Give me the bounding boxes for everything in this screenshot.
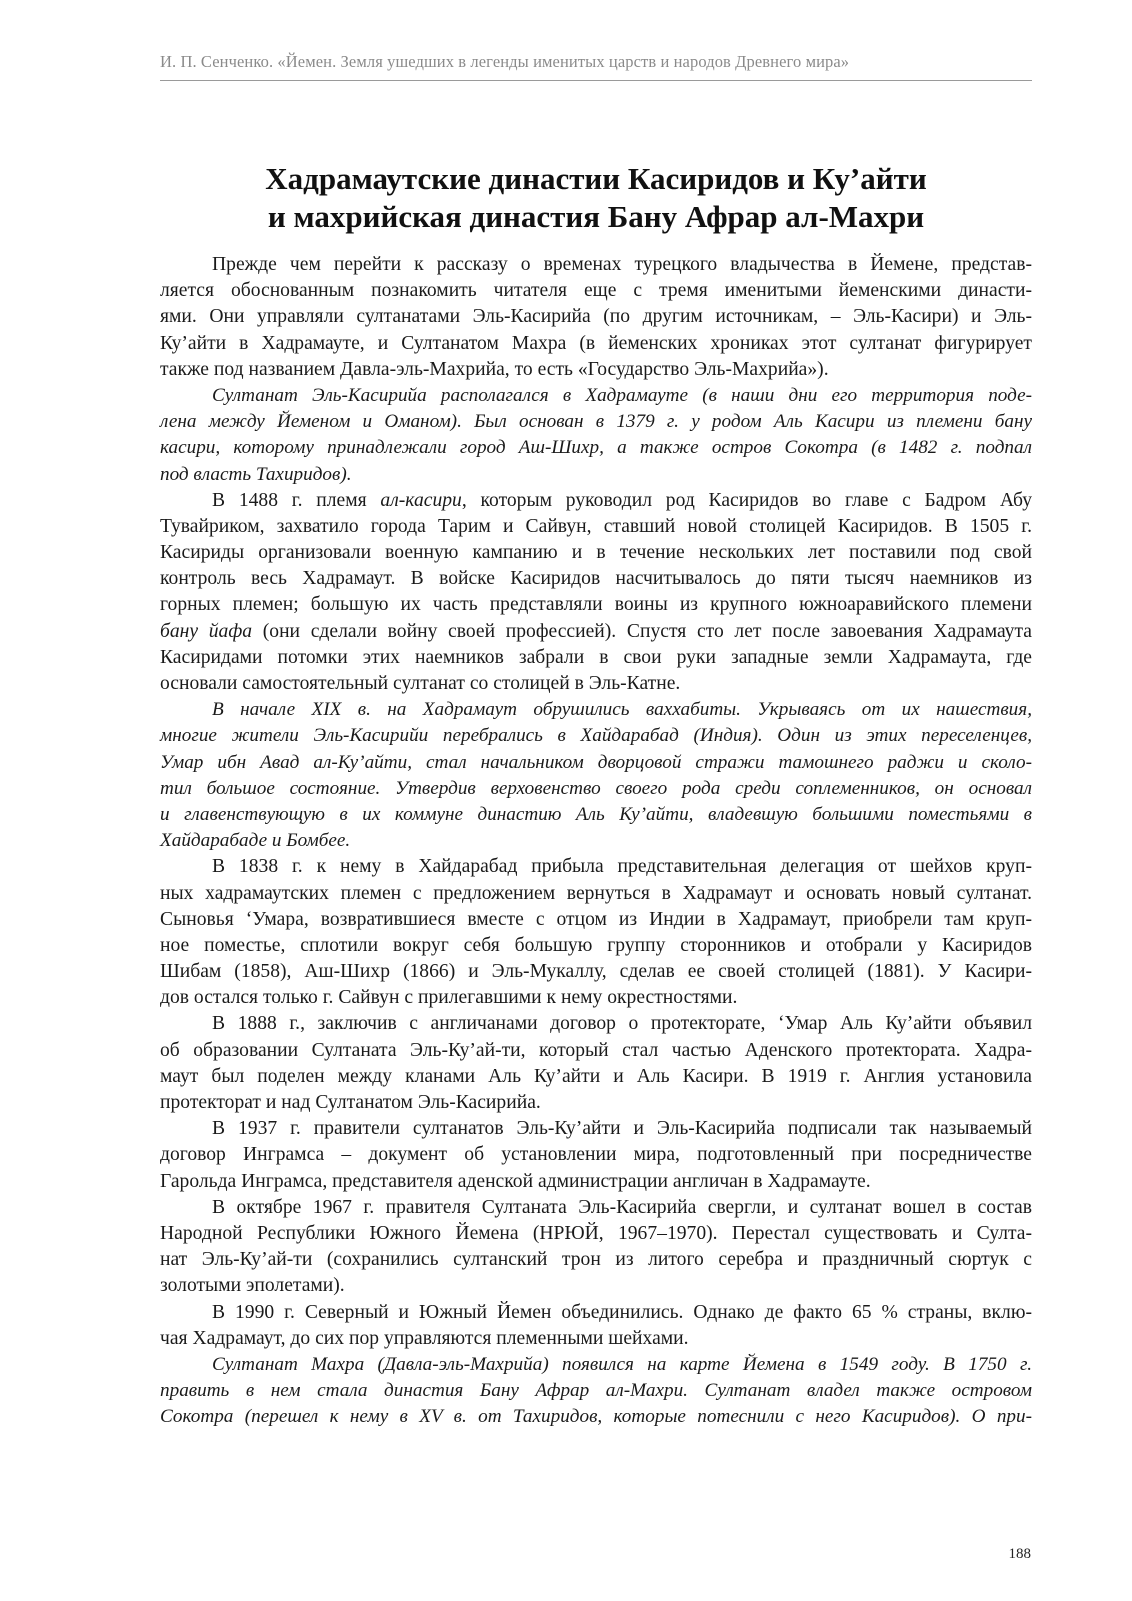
text-line: нат Эль-Ку’ай-ти (сохранились султанский трон из литого серебра и праздничный сюртук с — [160, 1249, 1032, 1271]
italic-term: ал-касири — [380, 489, 462, 511]
text-line: касири, которому принадлежали город Аш-Шихр, а также остров Сокотра (в 1482 г. подпал — [160, 437, 1032, 459]
text-line: золотыми эполетами). — [160, 1275, 345, 1297]
chapter-title — [160, 160, 1032, 236]
body-text — [160, 252, 1032, 1430]
text-line: Султанат Эль-Касирийа располагался в Хадрамауте (в наши дни его территория поде- — [212, 384, 1032, 406]
text-line: дов остался только г. Сайвун с прилегавшими к нему окрестностями. — [160, 987, 738, 1009]
text-line: и главенствующую в их коммуне династию Аль Ку’айти, владевшую большими поместьями в — [160, 803, 1032, 825]
text-line: об образовании Султаната Эль-Ку’ай-ти, который стал частью Аденского протектората. Хадра- — [160, 1039, 1032, 1061]
text-line: В октябре 1967 г. правителя Султаната Эль-Касирийа свергли, и султанат вошел в состав — [212, 1196, 1032, 1218]
text-line: ляется обоснованным познакомить читателя еще с тремя именитыми йеменскими династи- — [160, 280, 1032, 302]
text-line: тил большое состояние. Утвердив верховенство своего рода среди соплеменников, он основал — [160, 777, 1032, 799]
text-line: Касиридами потомки этих наемников забрали в свои руки западные земли Хадрамаута, где — [160, 646, 1032, 668]
text-line: Сыновья ‘Умара, возвратившиеся вместе с отцом из Индии в Хадрамаут, приобрели там круп- — [160, 908, 1032, 930]
text-line: Султанат Махра (Давла-эль-Махрийа) появился на карте Йемена в 1549 году. В 1750 г. — [212, 1353, 1032, 1375]
text-line: В 1937 г. правители султанатов Эль-Ку’айти и Эль-Касирийа подписали так называемый — [212, 1118, 1032, 1140]
text-line: контроль весь Хадрамаут. В войске Касиридов насчитывалось до пяти тысяч наемников из — [160, 568, 1032, 590]
text-line: Тувайриком, захватило города Тарим и Сайвун, ставший новой столицей Касиридов. В 1505 г. — [160, 515, 1032, 537]
chapter-title-line-2: и махрийская династия Бану Афрар ал-Махри — [267, 199, 925, 234]
running-header: И. П. Сенченко. «Йемен. Земля ушедших в легенды именитых царств и народов Древнего мира» — [160, 52, 850, 71]
text-line: маут был поделен между кланами Аль Ку’айти и Аль Касири. В 1919 г. Англия установила — [160, 1065, 1032, 1087]
text-line: Народной Республики Южного Йемена (НРЮЙ, 1967–1970). Перестал существовать и Султа- — [160, 1222, 1032, 1244]
text-line: протекторат и над Султанатом Эль-Касирийа. — [160, 1092, 541, 1113]
text-line: Ку’айти в Хадрамауте, и Султанатом Махра (в йеменских хрониках этот султанат фигурирует — [160, 332, 1032, 354]
text-line: править в нем стала династия Бану Афрар ал-Махри. Султанат владел также островом — [160, 1380, 1032, 1402]
text-line: под власть Тахиридов). — [160, 463, 352, 485]
text-line: В начале XIX в. на Хадрамаут обрушились ваххабиты. Укрываясь от их нашествия, — [212, 699, 1032, 721]
text-line: основали самостоятельный султанат со столицей в Эль-Катне. — [160, 673, 681, 694]
chapter-title-line-1: Хадрамаутские династии Касиридов и Ку’айти — [265, 161, 927, 196]
text-line: горных племен; большую их часть представляли воины из крупного южноаравийского племени — [160, 594, 1032, 616]
text-line: бану йафа (они сделали войну своей профессией). Спустя сто лет после завоевания Хадрамаута — [160, 620, 1032, 642]
text-line: Прежде чем перейти к рассказу о временах турецкого владычества в Йемене, представ- — [212, 254, 1032, 275]
text-line: лена между Йеменом и Оманом). Был основан в 1379 г. у родом Аль Касири из племени бану — [160, 411, 1032, 433]
text-line: В 1488 г. племя ал-касири, которым руководил род Касиридов во главе с Бадром Абу — [212, 489, 1033, 511]
header-rule — [160, 80, 1032, 81]
text-line: чая Хадрамаут, до сих пор управляются племенными шейхами. — [160, 1327, 689, 1349]
italic-term: бану йафа — [160, 620, 253, 642]
text-line: Гарольда Инграмса, представителя аденской администрации англичан в Хадрамауте. — [160, 1170, 871, 1192]
page-number: 188 — [1008, 1546, 1031, 1562]
text-line: Умар ибн Авад ал-Ку’айти, стал начальником дворцовой стражи тамошнего раджи и сколо- — [160, 751, 1032, 773]
text-line: ное поместье, сплотили вокруг себя большую группу сторонников и отобрали у Касиридов — [160, 934, 1032, 956]
text-line: В 1838 г. к нему в Хайдарабад прибыла представительная делегация от шейхов круп- — [212, 856, 1032, 878]
text-line: В 1990 г. Северный и Южный Йемен объединились. Однако де факто 65 % страны, вклю- — [212, 1301, 1032, 1323]
text-line: Хайдарабаде и Бомбее. — [160, 830, 351, 852]
text-line: договор Инграмса – документ об установлении мира, подготовленный при посредничестве — [160, 1144, 1032, 1166]
text-line: ями. Они управляли султанатами Эль-Касирийа (по другим источникам, – Эль-Касири) и Эль- — [160, 306, 1032, 328]
text-line: Шибам (1858), Аш-Шихр (1866) и Эль-Мукаллу, сделав ее своей столицей (1881). У Касири- — [160, 961, 1032, 983]
text-line: Сокотра (перешел к нему в XV в. от Тахиридов, которые потеснили с него Касиридов). О при- — [160, 1406, 1032, 1428]
text-line: также под названием Давла-эль-Махрийа, то есть «Государство Эль-Махрийа»). — [160, 358, 829, 380]
text-line: ных хадрамаутских племен с предложением вернуться в Хадрамаут и основать новый султанат. — [160, 882, 1032, 904]
text-line: В 1888 г., заключив с англичанами договор о протекторате, ‘Умар Аль Ку’айти объявил — [212, 1013, 1032, 1035]
text-line: Касириды организовали военную кампанию и в течение нескольких лет поставили под свой — [160, 542, 1032, 564]
text-line: многие жители Эль-Касирийи перебрались в Хайдарабад (Индия). Один из этих переселенцев, — [160, 725, 1032, 747]
